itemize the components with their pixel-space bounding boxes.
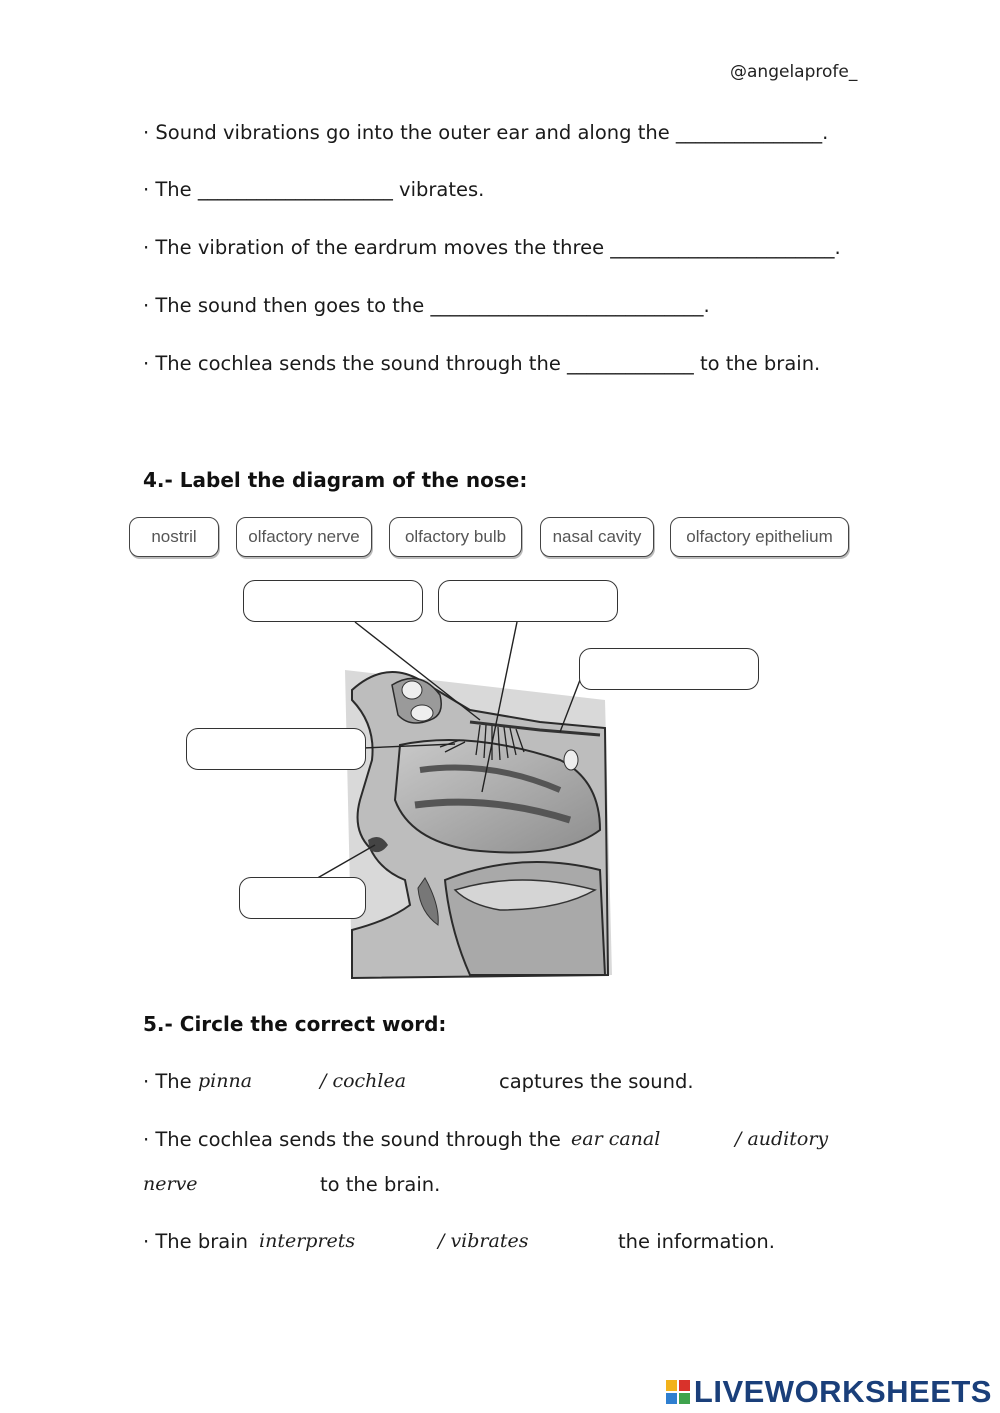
q3-suffix: the information.: [618, 1230, 775, 1253]
fill-line-3: · The vibration of the eardrum moves the three _______________________.: [143, 236, 841, 259]
q3-option-vibrates[interactable]: / vibrates: [438, 1230, 529, 1252]
sinus-1: [402, 681, 422, 699]
fill-line-1: · Sound vibrations go into the outer ear and along the _______________.: [143, 121, 829, 144]
label-drop-box-5[interactable]: [239, 877, 366, 919]
q1-option-pinna[interactable]: pinna: [198, 1070, 253, 1092]
q3-option-interprets[interactable]: interprets: [259, 1230, 356, 1252]
q3-prefix: · The brain: [143, 1230, 248, 1253]
word-chip-olfactory-epithelium[interactable]: olfactory epithelium: [670, 517, 849, 557]
label-drop-box-3[interactable]: [579, 648, 759, 690]
q1-option-cochlea[interactable]: / cochlea: [320, 1070, 407, 1092]
label-drop-box-2[interactable]: [438, 580, 618, 622]
label-drop-box-1[interactable]: [243, 580, 423, 622]
section-5-title: 5.- Circle the correct word:: [143, 1012, 447, 1036]
q1-suffix: captures the sound.: [499, 1070, 694, 1093]
section-4-title: 4.- Label the diagram of the nose:: [143, 468, 528, 492]
q2-suffix: to the brain.: [320, 1173, 441, 1196]
q2-option-ear-canal[interactable]: ear canal: [571, 1128, 661, 1150]
word-chip-olfactory-bulb[interactable]: olfactory bulb: [389, 517, 522, 557]
word-chip-nasal-cavity[interactable]: nasal cavity: [540, 517, 654, 557]
liveworksheets-logo: [666, 1374, 992, 1410]
palate: [445, 862, 605, 975]
q2-prefix: · The cochlea sends the sound through the: [143, 1128, 561, 1151]
q1-prefix: · The: [143, 1070, 192, 1093]
sphenoid-sinus: [564, 750, 578, 770]
sinus-2: [411, 705, 433, 721]
q2-option-auditory[interactable]: / auditory: [735, 1128, 829, 1150]
q2-option-nerve[interactable]: nerve: [143, 1173, 198, 1195]
fill-line-5: · The cochlea sends the sound through the _____________ to the brain.: [143, 352, 821, 375]
label-drop-box-4[interactable]: [186, 728, 366, 770]
logo-squares-icon: [666, 1380, 690, 1404]
author-handle: @angelaprofe_: [730, 62, 858, 82]
fill-line-4: · The sound then goes to the ____________________________.: [143, 294, 710, 317]
word-chip-nostril[interactable]: nostril: [129, 517, 219, 557]
logo-text: LIVEWORKSHEETS: [693, 1374, 992, 1409]
word-chip-olfactory-nerve[interactable]: olfactory nerve: [236, 517, 372, 557]
fill-line-2: · The ____________________ vibrates.: [143, 178, 485, 201]
